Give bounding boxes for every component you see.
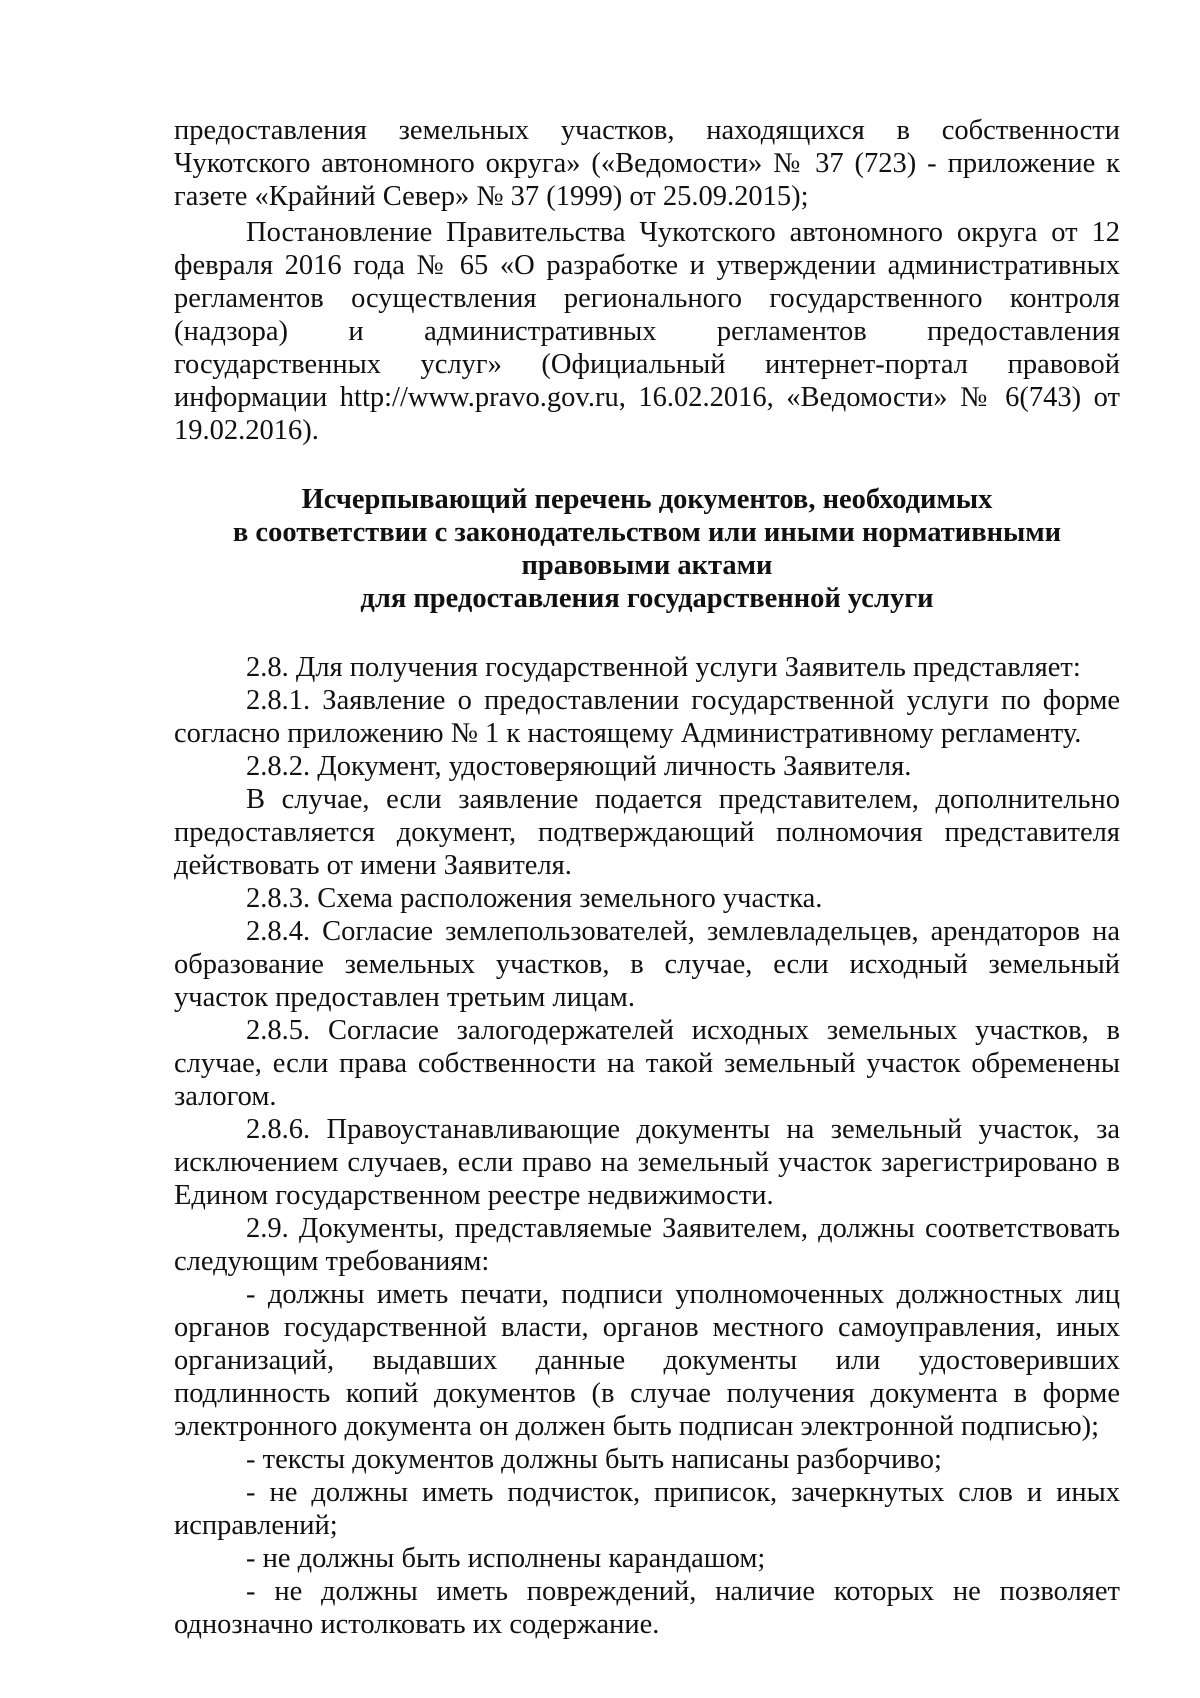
- paragraph-2-8-4: 2.8.4. Согласие землепользователей, землевладельцев, арендаторов на образование земельных участков, в случае, если исходный земельный участок предоставлен третьим лицам.: [174, 916, 1120, 1013]
- paragraph-2-8-5: 2.8.5. Согласие залогодержателей исходных земельных участков, в случае, если права собственности на такой земельный участок обременены залогом.: [174, 1015, 1120, 1112]
- requirement-no-pencil: - не должны быть исполнены карандашом;: [246, 1543, 766, 1574]
- requirement-no-damage: - не должны иметь повреждений, наличие которых не позволяет однозначно истолковать их содержание.: [174, 1576, 1120, 1640]
- paragraph-2-8: 2.8. Для получения государственной услуги Заявитель представляет:: [246, 652, 1081, 683]
- heading-line-2: в соответствии с законодательством или иными нормативными: [232, 517, 1062, 548]
- paragraph-2-8-2: 2.8.2. Документ, удостоверяющий личность Заявителя.: [246, 751, 912, 782]
- requirement-seals-signatures: - должны иметь печати, подписи уполномоченных должностных лиц органов государственной власти, органов местного самоуправления, иных организаций, выдавших данные документы или удостоверивших подлинность копий документов (в случае получения документа в форме электронного документа он должен быть подписан электронной подписью);: [174, 1279, 1120, 1442]
- requirement-legible: - тексты документов должны быть написаны разборчиво;: [246, 1444, 942, 1475]
- heading-line-3: правовыми актами: [521, 550, 773, 581]
- section-heading: [174, 483, 1120, 615]
- paragraph-representative: В случае, если заявление подается представителем, дополнительно предоставляется документ, подтверждающий полномочия представителя действовать от имени Заявителя.: [174, 784, 1120, 881]
- paragraph-2-8-3: 2.8.3. Схема расположения земельного участка.: [246, 883, 823, 914]
- heading-line-1: Исчерпывающий перечень документов, необходимых: [301, 484, 993, 515]
- requirement-no-corrections: - не должны иметь подчисток, приписок, зачеркнутых слов и иных исправлений;: [174, 1477, 1120, 1541]
- paragraph-2-9: 2.9. Документы, представляемые Заявителем, должны соответствовать следующим требованиям:: [174, 1213, 1120, 1277]
- document-body: [174, 114, 1120, 1641]
- heading-line-4: для предоставления государственной услуги: [360, 583, 934, 614]
- paragraph-legal-reference-continuation: предоставления земельных участков, находящихся в собственности Чукотского автономного округа» («Ведомости» № 37 (723) - приложение к газете «Крайний Север» № 37 (1999) от 25.09.2015);: [174, 115, 1120, 212]
- paragraph-government-resolution: Постановление Правительства Чукотского автономного округа от 12 февраля 2016 года № 65 «О разработке и утверждении административных регламентов осуществления регионального государственного контроля (надзора) и административных регламентов предоставления государственных услуг» (Официальный интернет-портал правовой информации http://www.pravo.gov.ru, 16.02.2016, «Ведомости» № 6(743) от 19.02.2016).: [174, 217, 1120, 446]
- paragraph-2-8-6: 2.8.6. Правоустанавливающие документы на земельный участок, за исключением случаев, если право на земельный участок зарегистрировано в Едином государственном реестре недвижимости.: [174, 1114, 1120, 1211]
- paragraph-2-8-1: 2.8.1. Заявление о предоставлении государственной услуги по форме согласно приложению № 1 к настоящему Административному регламенту.: [174, 685, 1120, 749]
